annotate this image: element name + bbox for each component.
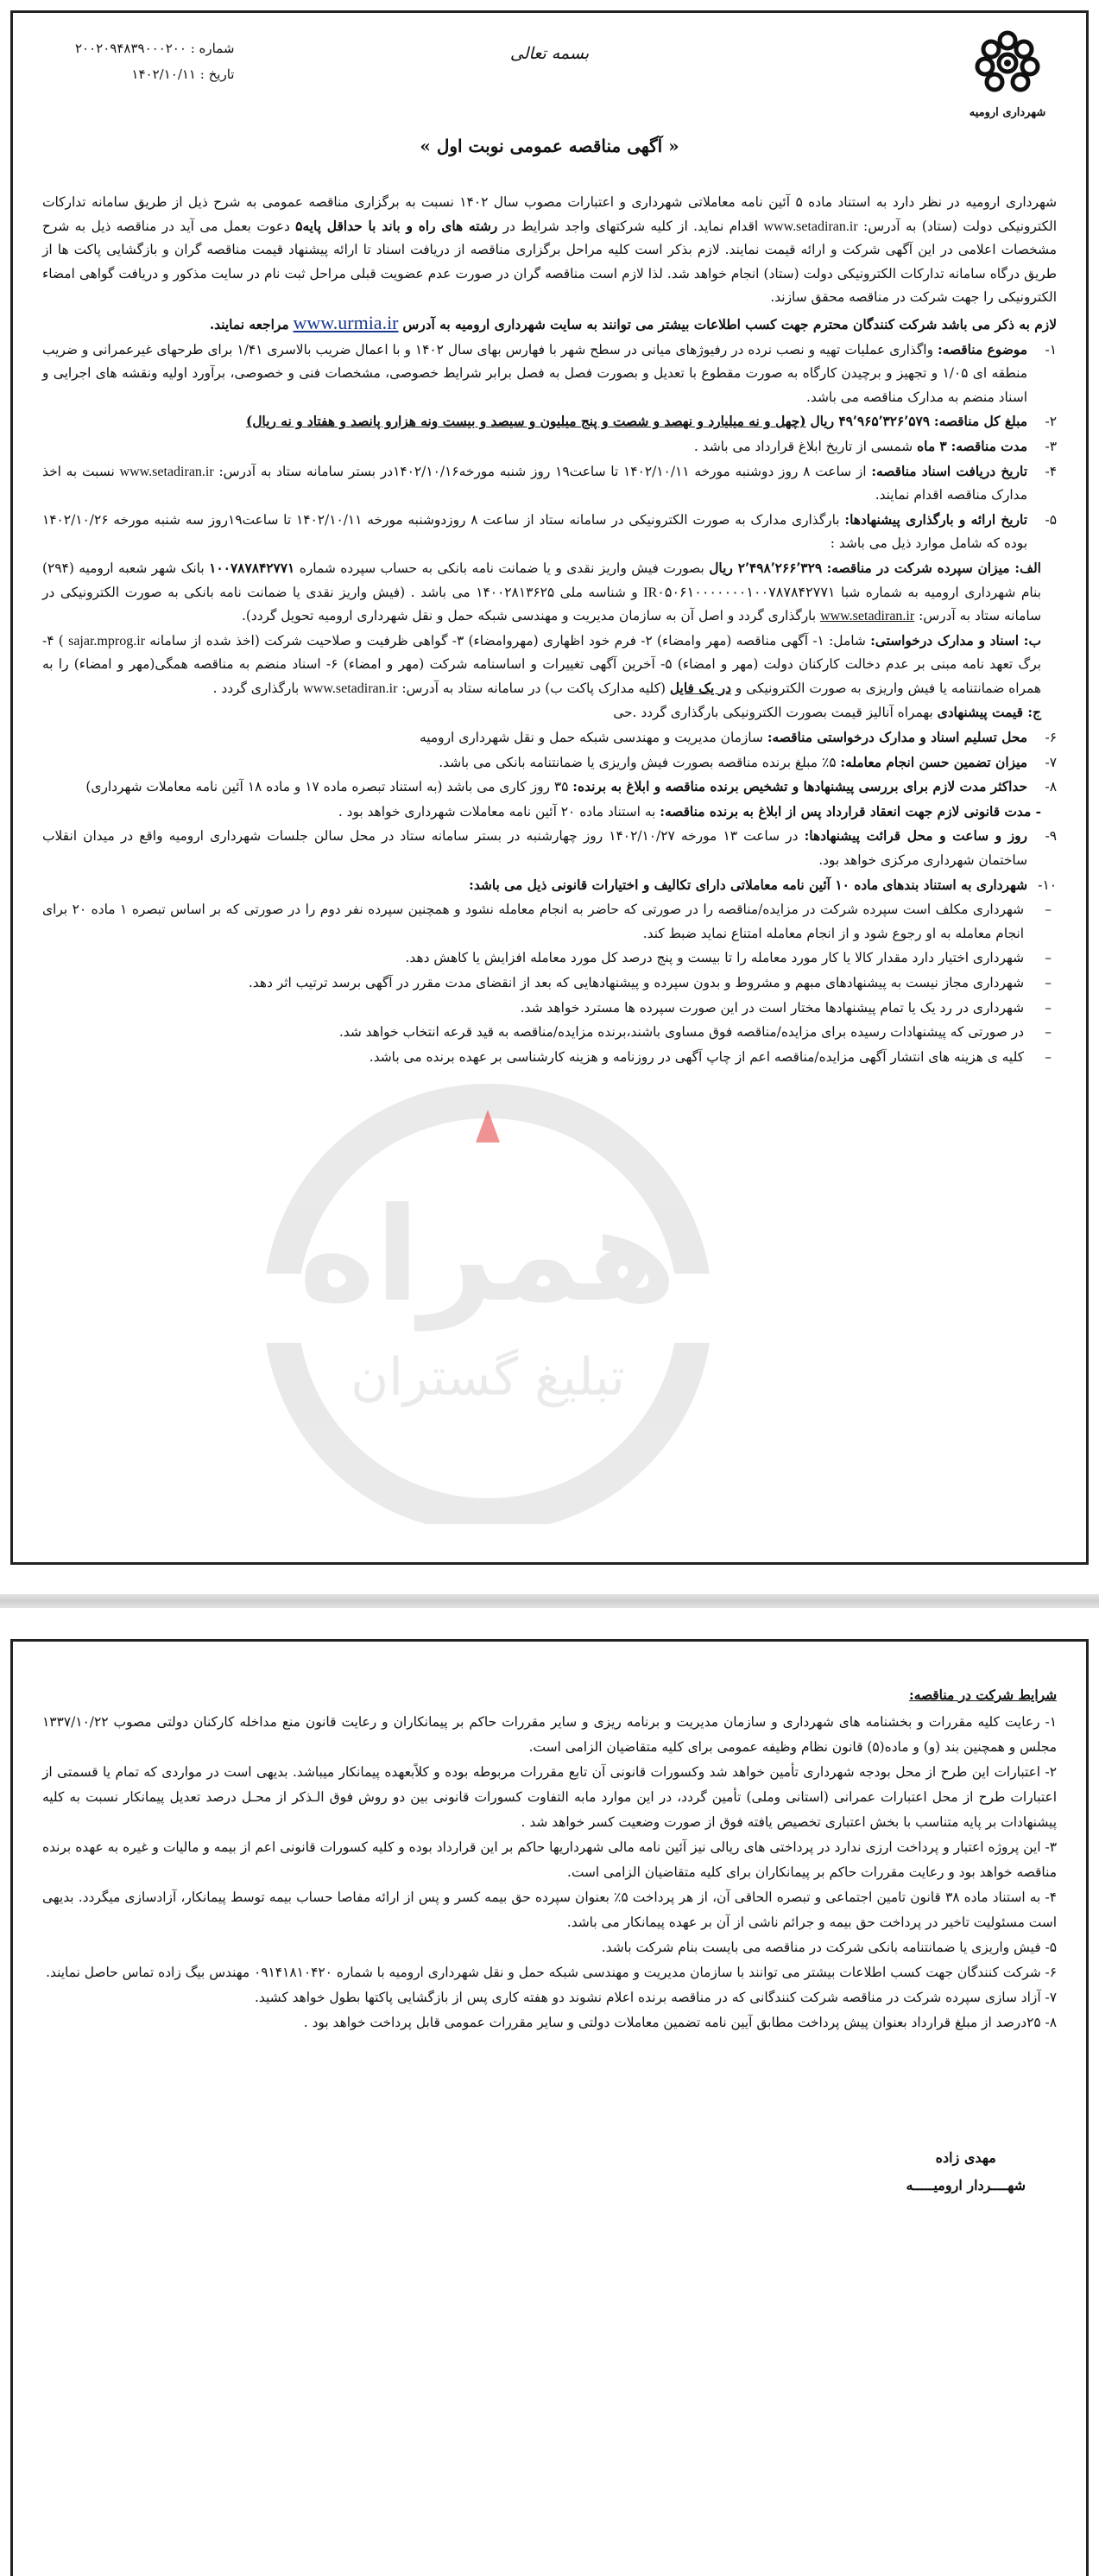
- sub-text: بارگذاری گردد و اصل آن به سازمان مدیریت و مهندسی شبکه حمل و نقل شهرداری ارومیه تحویل گردد).: [241, 608, 817, 624]
- date-label: تاریخ :: [199, 66, 235, 82]
- item-text: به استناد ماده ۲۰ آئین نامه معاملات شهرداری خواهد بود .: [338, 803, 656, 820]
- rights-text: شهرداری در رد یک یا تمام پیشنهادها مختار است در این صورت سپرده ها مسترد خواهد شد.: [520, 999, 1024, 1016]
- sub-label: الف: میزان سپرده شرکت در مناقصه:: [826, 560, 1041, 576]
- condition-item: ۶- شرکت کنندگان جهت کسب اطلاعات بیشتر می توانند با سازمان مدیریت و مهندسی شبکه حمل و نقل شهرداری ارومیه با شماره ۰۹۱۴۱۸۱۰۴۲۰ مهندس بیگ زاده تماس حاصل نمایند.: [46, 1965, 1057, 1980]
- website-text: لازم به ذکر می باشد شرکت کنندگان محترم جهت کسب اطلاعات بیشتر می توانند به سایت شهرداری ارومیه به آدرس: [402, 316, 1057, 332]
- item-amount-words: (چهل و نه میلیارد و نهصد و شصت و پنج میلیون و سیصد و بیست ونه هزارو پانصد و هفتاد و نه ریال): [245, 414, 806, 430]
- item-text: ۳۵ روز کاری می باشد (به استناد تبصره ماده ۱۷ و ماده ۱۸ آئین نامه معاملات شهرداری): [85, 779, 569, 795]
- item-number: ۵-: [1045, 511, 1057, 528]
- sub-label: ج: قیمت پیشنهادی: [937, 705, 1041, 721]
- deposit-amount: ۲٬۴۹۸٬۲۶۶٬۳۲۹ ریال: [709, 560, 823, 576]
- item-number: ۶-: [1045, 730, 1057, 746]
- intro-text-b: اقدام نماید. از کلیه شرکتهای واجد شرایط در: [502, 218, 759, 234]
- number-value: ۲۰۰۲۰۹۴۸۳۹۰۰۰۲۰۰: [75, 41, 186, 56]
- urmia-emblem-icon: [970, 28, 1045, 98]
- single-file-note: در یک فایل: [669, 680, 731, 696]
- dash-bullet: –: [1045, 1048, 1052, 1065]
- item-municipality-rights: [42, 874, 1057, 898]
- sheba-number: IR۰۵۰۶۱۰۰۰۰۰۰۰۱۰۰۷۸۷۸۴۲۷۷۱: [643, 585, 836, 600]
- item-label: مدت مناقصه:: [951, 438, 1027, 454]
- item-delivery-place: [42, 726, 1057, 750]
- intro-bold-field: رشته های راه و باند با حداقل پایه۵: [295, 218, 498, 234]
- number-label: شماره :: [190, 41, 235, 56]
- item-opening-session: [42, 825, 1057, 872]
- rights-item: [42, 972, 1057, 996]
- reference-number: [75, 35, 234, 61]
- item-label: روز و ساعت و محل قرائت پیشنهادها:: [804, 828, 1027, 845]
- sub-item-price: [42, 701, 1057, 725]
- watermark-text-sub: تبلیغ گستران: [351, 1347, 625, 1408]
- item-number: ۴-: [1045, 463, 1057, 479]
- item-text: از ساعت ۸ روز دوشنبه مورخه ۱۴۰۲/۱۰/۱۱ تا ساعت۱۹ روز شنبه مورخه۱۴۰۲/۱۰/۱۶در بستر سامانه ستاد به آدرس:: [218, 463, 867, 479]
- item-number: ۷-: [1045, 754, 1057, 770]
- rights-item: [42, 898, 1057, 946]
- setadiran-link[interactable]: www.setadiran.ir: [303, 680, 398, 696]
- signer-name: مهدی زاده: [935, 2149, 996, 2166]
- logo-caption: شهرداری ارومیه: [969, 106, 1046, 119]
- conditions-title: شرایط شرکت در مناقصه:: [909, 1687, 1057, 1703]
- sub-item-deposit: [42, 557, 1057, 629]
- account-number: ۱۰۰۷۸۷۸۴۲۷۷۱: [209, 560, 295, 576]
- rights-text: شهرداری مجاز نیست به پیشنهادهای مبهم و مشروط و بدون سپرده و پیشنهادهایی که بعد از انقضای مدت مقرر در آگهی برسد ترتیب اثر دهد.: [248, 975, 1024, 991]
- item-number: ۲-: [1045, 414, 1057, 430]
- page-two: [10, 1639, 1089, 2576]
- conditions-body: [42, 1683, 1057, 2035]
- condition-item: ۴- به استناد ماده ۳۸ قانون تامین اجتماعی و تبصره الحاقی آن، از هر پرداخت ۵٪ بعنوان سپرده حق بیمه کسر و پس از ارائه مفاصا حساب بیمه توسط پیمانکار، آزادسازی میگردد. بدیهی است مسئولیت تاخیر در پرداخت حق بیمه و جرائم ناشی از آن بر عهده پیمانکار می باشد.: [42, 1889, 1057, 1930]
- reference-date: [75, 61, 234, 87]
- item-duration: [42, 435, 1057, 459]
- dash-bullet: –: [1045, 975, 1052, 991]
- item-submission-dates: [42, 509, 1057, 556]
- sub-label: ب: اسناد و مدارک درخواستی:: [870, 632, 1041, 649]
- sub-text: شامل: ۱- آگهی مناقصه (مهر وامضاء) ۲- فرم خود اظهاری (مهروامضاء) ۳- گواهی ظرفیت و صلاحیت شرکت (اخذ شده از سامانه: [149, 632, 866, 649]
- item-number: ۹-: [1045, 828, 1057, 845]
- item-tail: نسبت به اخذ مدارک مناقصه اقدام نمایند.: [42, 463, 1027, 503]
- item-text: شمسی از تاریخ ابلاغ قرارداد می باشد .: [693, 438, 913, 454]
- item-label: موضوع مناقصه:: [937, 341, 1027, 358]
- item-performance-guarantee: [42, 751, 1057, 775]
- dash-bullet: –: [1045, 1024, 1052, 1041]
- item-label: - مدت قانونی لازم جهت انعقاد قرارداد پس از ابلاغ به برنده مناقصه:: [660, 803, 1041, 820]
- setadiran-link[interactable]: www.setadiran.ir: [763, 218, 858, 234]
- rights-item: [42, 1046, 1057, 1070]
- dash-bullet: –: [1045, 950, 1052, 966]
- website-tail: مراجعه نمایند.: [209, 316, 289, 332]
- municipality-logo: [960, 28, 1055, 119]
- item-total-amount: [42, 410, 1057, 434]
- sub-text: و شناسه ملی ۱۴۰۰۲۸۱۳۶۲۵ می باشد . (فیش واریز نقدی یا ضمانت نامه بانکی به صورت الکترونیکی در سامانه ستاد به آدرس:: [42, 584, 1041, 624]
- item-label: تاریخ دریافت اسناد مناقصه:: [871, 463, 1027, 479]
- item-text: واگذاری عملیات تهیه و نصب نرده در رفیوژهای میانی در سطح شهر با فهارس بهای سال ۱۴۰۲ و با اعمال ضریب بالاسری ۱/۴۱ برای طرحهای غیرعمرانی و ضریب منطقه ای ۱/۰۵ و تجهیز و برچیدن کارگاه به صورت مقطوع با تعدیل و بصورت فصل به فصل برابر شرایط خصوصی، مشخصات فنی و خصوصی، برآورد اولیه ونقشه های اجرایی و اسناد منضم به مدارک مناقصه می باشد.: [42, 341, 1027, 405]
- rights-item: [42, 946, 1057, 971]
- rights-text: کلیه ی هزینه های انتشار آگهی مزایده/مناقصه اعم از چاپ آگهی در روزنامه و هزینه کارشناسی بر عهده برنده می باشد.: [369, 1048, 1024, 1065]
- sub-text: بانک شهر شعبه ارومیه (۲۹۴) بنام شهرداری ارومیه به شماره شبا: [42, 560, 1041, 600]
- watermark-logo: [229, 1075, 747, 1524]
- item-label: میزان تضمین حسن انجام معامله:: [840, 754, 1027, 770]
- page-title: « آگهی مناقصه عمومی نوبت اول »: [420, 136, 679, 156]
- basmala: بسمه تعالی: [509, 44, 590, 63]
- notice-body: [42, 191, 1057, 1070]
- intro-text-c: دعوت بعمل می آید در مناقصه ذیل به شرح مشخصات اعلامی در این آگهی شرکت و ارائه قیمت نمایند. لازم بذکر است کلیه مراحل برگزاری مناقصه از دریافت اسناد تا ارائه پیشنهاد قیمت مناقصه گران و بازگشایی پاکت ها از طریق درگاه سامانه تدارکات الکترونیکی دولت (ستاد) انجام خواهد شد. لذا لازم است مناقصه گران در صورت عدم عضویت قبلی مراحل ثبت نام در سایت مذکور و دریافت گواهی امضاء الکترونیکی را جهت شرکت در مناقصه محقق سازند.: [42, 218, 1057, 306]
- item-number: ۱۰-: [1038, 877, 1057, 893]
- signature-block: [906, 2144, 1026, 2199]
- condition-item: ۳- این پروژه اعتبار و پرداخت ارزی ندارد در پرداختی های ریالی نیز آئین نامه مالی شهرداریها حاکم بر این قرارداد بوده و کلیه کسورات قانونی اعم از بیمه و مالیات و غیره به عهده برنده مناقصه خواهد بود و رعایت مقررات حاکم بر پیمانکاران برای کلیه متقاضیان الزامی است.: [42, 1839, 1057, 1880]
- item-amount: ۴۹٬۹۶۵٬۳۲۶٬۵۷۹ ریال: [810, 414, 930, 430]
- item-label: حداکثر مدت لازم برای بررسی پیشنهادها و تشخیص برنده مناقصه و ابلاغ به برنده:: [572, 779, 1027, 795]
- reference-block: [75, 35, 234, 87]
- sub-text: (کلیه مدارک پاکت ب) در سامانه ستاد به آدرس:: [401, 680, 666, 696]
- sub-text: بهمراه آنالیز قیمت بصورت الکترونیکی بارگذاری گردد .حی: [613, 705, 933, 721]
- sub-text: ) ۴- برگ تعهد نامه مبنی بر عدم دخالت کارکنان دولت (مهر و امضاء) ۵- آخرین آگهی تغییرات و اساسنامه شرکت (مهر و امضاء) ۶- اسناد منضم به مناقصه همگی(مهر و امضاء) را به همراه ضمانتنامه یا فیش واریزی به صورت الکترونیکی و: [42, 632, 1041, 696]
- condition-item: ۷- آزاد سازی سپرده شرکت در مناقصه شرکت کنندگانی که در مناقصه برنده اعلام نشوند دو هفته کاری پس از بازگشایی پاکتها بطول خواهد کشید.: [255, 1990, 1057, 2005]
- item-contract-period: [42, 801, 1057, 825]
- item-text: بارگذاری مدارک به صورت الکترونیکی در سامانه ستاد از ساعت ۸ روزدوشنبه مورخه ۱۴۰۲/۱۰/۱۱ تا ساعت۱۹روز سه شنبه مورخه ۱۴۰۲/۱۰/۲۶ بوده که شامل موارد ذیل می باشد :: [42, 511, 1027, 552]
- sub-item-documents: [42, 630, 1057, 701]
- page-separator: [0, 1594, 1099, 1608]
- rights-text: در صورتی که پیشنهادات رسیده برای مزایده/مناقصه فوق مساوی باشند،برنده مزایده/مناقصه به قید قرعه انتخاب خواهد شد.: [338, 1024, 1024, 1041]
- item-text: در ساعت ۱۳ مورخه ۱۴۰۲/۱۰/۲۷ روز چهارشنبه در بستر سامانه ستاد در محل سالن جلسات شهرداری ارومیه واقع در میدان انقلاب ساختمان شهرداری مرکزی خواهد بود.: [42, 828, 1027, 869]
- item-text: سازمان مدیریت و مهندسی شبکه حمل و نقل شهرداری ارومیه: [420, 730, 763, 746]
- date-value: ۱۴۰۲/۱۰/۱۱: [131, 66, 196, 82]
- rights-text: شهرداری مکلف است سپرده شرکت در مزایده/مناقصه را در صورتی که حاضر به انجام معامله نشود و همچنین سپرده نفر دوم را در صورتی که بر اساس تبصره ۱ ماده ۲۰ برای انجام معامله به او رجوع شود و از انجام معامله امتناع نماید ضبط کند.: [42, 902, 1024, 941]
- condition-item: ۵- فیش واریزی یا ضمانتنامه بانکی شرکت در مناقصه می بایست بنام شرکت باشد.: [601, 1940, 1057, 1955]
- item-number: ۳-: [1045, 438, 1057, 454]
- sajar-link[interactable]: sajar.mprog.ir: [68, 633, 145, 649]
- item-review-period: [42, 775, 1057, 800]
- rights-text: شهرداری اختیار دارد مقدار کالا یا کار مورد معامله را تا بیست و پنج درصد کل مورد معامله افزایش یا کاهش دهد.: [405, 950, 1024, 966]
- dash-bullet: –: [1045, 902, 1052, 918]
- item-number: ۸-: [1045, 779, 1057, 795]
- setadiran-link[interactable]: www.setadiran.ir: [119, 464, 214, 479]
- item-label: تاریخ ارائه و بارگذاری پیشنهادها:: [844, 511, 1027, 528]
- condition-item: ۸- ۲۵درصد از مبلغ قرارداد بعنوان پیش پرداخت مطابق آیین نامه تضمین معاملات دولتی و سایر مقررات عمومی قابل پرداخت خواهد بود .: [303, 2015, 1057, 2030]
- dash-bullet: –: [1045, 999, 1052, 1016]
- item-label: شهرداری به استناد بندهای ماده ۱۰ آئین نامه معاملاتی دارای تکالیف و اختیارات قانونی ذیل می باشد:: [469, 877, 1027, 893]
- item-duration-value: ۳ ماه: [917, 438, 947, 454]
- signer-title: شهــــردار ارومیـــــه: [906, 2177, 1026, 2193]
- item-label: محل تسلیم اسناد و مدارک درخواستی مناقصه:: [767, 730, 1027, 746]
- intro-paragraph: [42, 191, 1057, 310]
- page-one: [10, 10, 1089, 1565]
- intro-website-paragraph: [42, 311, 1057, 338]
- condition-item: ۲- اعتبارات این طرح از محل بودجه شهرداری تأمین خواهد شد وکسورات قانونی آن تابع مقررات مربوطه بوده و کلاًبعهده پیمانکار میباشد. بدیهی است در مواردی که تمام یا قسمتی از اعتبارات طرح از محل اعتبارات عمرانی (استانی وملی) تأمین گردد، در این موارد مابه التفاوت کسورات قانونی بین دو روش فوق الـذکر از محـل درصد تعدیل پیمانکار نسبت به کلیه پیشنهادات بر پایه متناسب با بخش اعتباری تخصیص یافته فوق از صورت وضعیت کسر خواهد شد .: [42, 1764, 1057, 1830]
- sub-text: بصورت فیش واریز نقدی و یا ضمانت نامه بانکی به حساب سپرده شماره: [299, 560, 704, 576]
- sub-text: بارگذاری گردد .: [212, 680, 300, 696]
- watermark-text-main: همراه: [299, 1180, 677, 1331]
- item-number: ۱-: [1045, 341, 1057, 358]
- item-label: مبلغ کل مناقصه:: [933, 414, 1027, 430]
- setadiran-link[interactable]: www.setadiran.ir: [820, 609, 915, 624]
- condition-item: ۱- رعایت کلیه مقررات و بخشنامه های شهرداری و سازمان مدیریت و برنامه ریزی و سایر مقررات حاکم بر پیمانکاران و رعایت قانون منع مداخله کارکنان دولتی مصوب ۱۳۳۷/۱۰/۲۲ مجلس و همچنین بند (و) و ماده(۵) قانون نظام وظیفه عمومی برای کلیه متقاضیان الزامی است.: [42, 1714, 1057, 1755]
- item-text: ۵٪ مبلغ برنده مناقصه بصورت فیش واریزی یا ضمانتنامه بانکی می باشد.: [439, 754, 837, 770]
- rights-item: [42, 1021, 1057, 1045]
- item-document-dates: [42, 460, 1057, 508]
- item-subject: [42, 339, 1057, 410]
- intro-text-a: شهرداری ارومیه در نظر دارد به استناد ماده ۵ آئین نامه معاملاتی شهرداری و اعتبارات مصوب سال ۱۴۰۲ نسبت به برگزاری مناقصه عمومی به شرح ذیل از طریق سامانه تدارکات الکترونیکی دولت (ستاد) به آدرس:: [42, 194, 1058, 234]
- urmia-link[interactable]: www.urmia.ir: [293, 311, 399, 333]
- rights-item: [42, 997, 1057, 1021]
